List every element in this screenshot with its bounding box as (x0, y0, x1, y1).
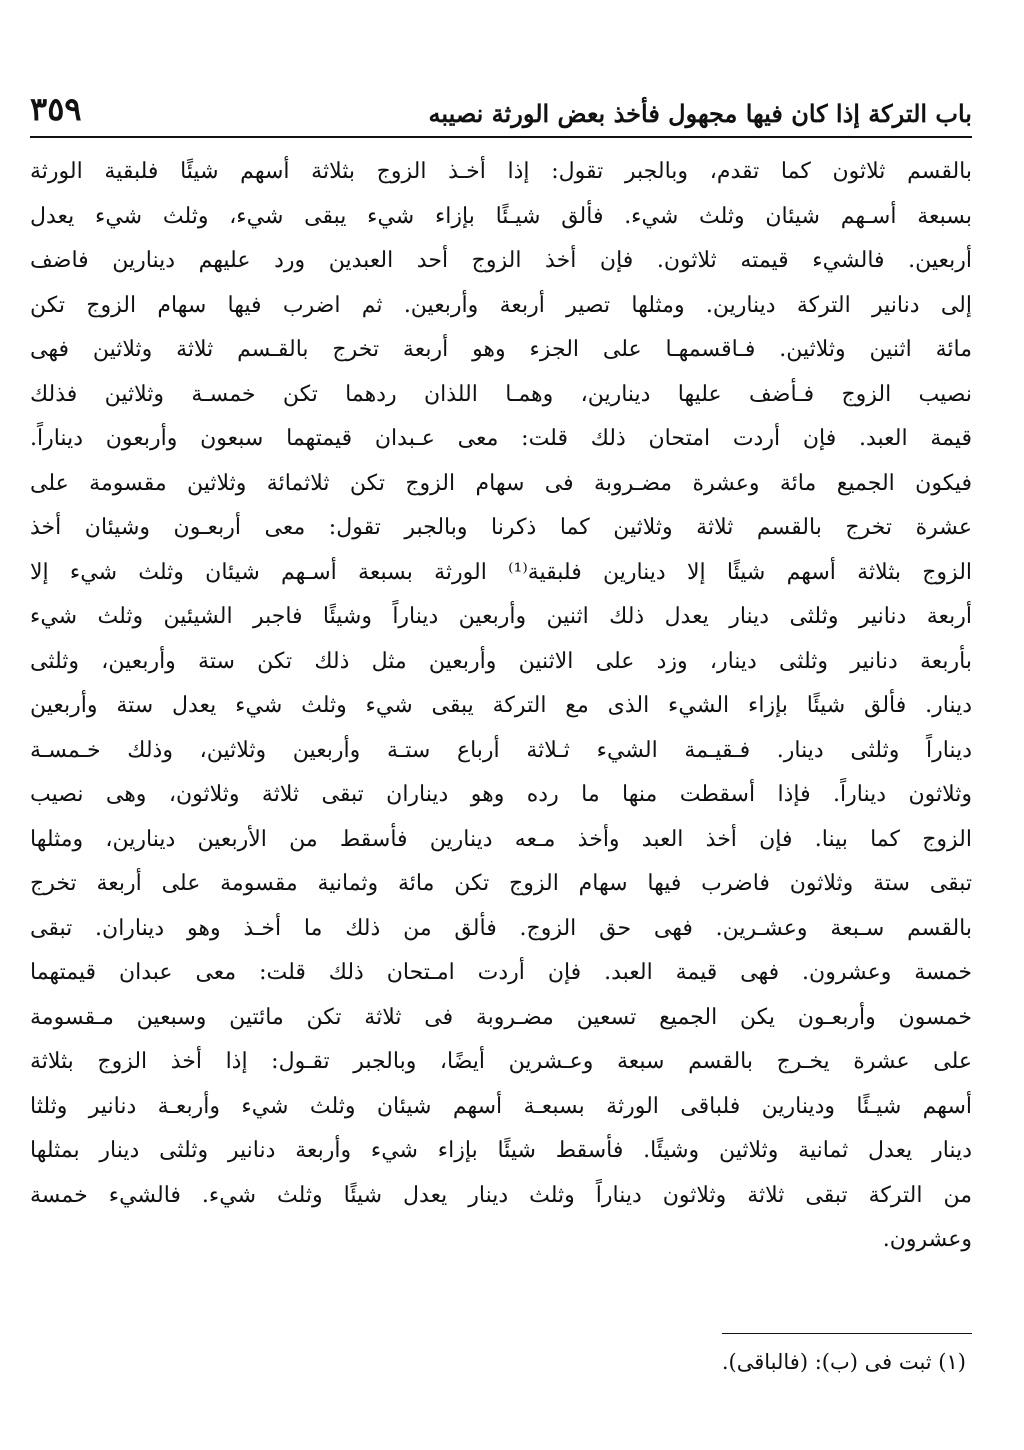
text-line: من التركة تبقى ثلاثة وثلاثون ديناراً وثلث دينار يعدل شيئًا وثلث شيء. فالشيء خمسة (30, 1182, 972, 1208)
text-line: إلى دنانير التركة دينارين. ومثلها تصير أربعة وأربعين. ثم اضرب فيها سهام الزوج تكن (30, 292, 972, 318)
text-line: أربعين. فالشيء قيمته ثلاثون. فإن أخذ الزوج أحد العبدين ورد عليهم دينارين فاضف (30, 248, 972, 273)
text-line: فيكون الجميع مائة وعشرة مضـروبة فى سهام الزوج تكن ثلاثمائة وثلاثين مقسومة على (30, 470, 972, 496)
text-line: خمسون وأربعـون يكن الجميع تسعين مضـروبة فى ثلاثة تكن مائتين وسبعين مـقسومة (30, 1004, 972, 1030)
text-line: أربعة دنانير وثلثى دينار يعدل ذلك اثنين وأربعين ديناراً وشيئًا فاجبر الشيئين وثلث شيء (30, 604, 972, 629)
text-line: دينار يعدل ثمانية وثلاثين وشيئًا. فأسقط شيئًا بإزاء شيء وأربعة دنانير وثلثى دينار بمثلها (30, 1138, 972, 1163)
footnote-divider (722, 1333, 972, 1334)
page-number: ٣٥٩ (30, 90, 82, 128)
text-line: عشرة تخرج بالقسم ثلاثة وثلاثين كما ذكرنا وبالجبر تقول: معى أربعـون وشيئان أخذ (30, 515, 972, 540)
text-line: الزوج بثلاثة أسهم شيئًا إلا دينارين فلبقية⁽¹⁾ الورثة بسبعة أسـهم شيئان وثلث شيء إلا (30, 559, 972, 585)
text-line: بأربعة دنانير وثلثى دينار، وزد على الاثنين وأربعين مثل ذلك تكن ستة وأربعين، وثلثى (30, 648, 972, 674)
text-line: وثلاثون ديناراً. فإذا أسقطت منها ما رده وهو ديناران تبقى ثلاثة وثلاثون، وهى نصيب (30, 782, 972, 807)
main-text (30, 150, 972, 1263)
text-line: قيمة العبد. فإن أردت امتحان ذلك قلت: معى عـبدان قيمتهما سبعون وأربعون ديناراً. (30, 426, 972, 451)
text-line: دينار. فألق شيئًا بإزاء الشيء الذى مع التركة يبقى شيء وثلث شيء يعدل ستة وأربعين (30, 693, 972, 718)
running-title: باب التركة إذا كان فيها مجهول فأخذ بعض الورثة نصيبه (428, 99, 972, 128)
page-header (30, 82, 972, 138)
text-line: بسبعة أسـهم شيئان وثلث شيء. فألق شيـئًا بإزاء شيء يبقى شيء، وثلث شيء يعدل (30, 203, 972, 229)
text-line: نصيب الزوج فـأضف عليها دينارين، وهمـا اللذان ردهما تكن خمسـة وثلاثين فذلك (30, 381, 972, 407)
text-line: مائة اثنين وثلاثين. فـاقسمهـا على الجزء وهو أربعة تخرج بالقـسم ثلاثة وثلاثين فهى (30, 337, 972, 362)
text-line: خمسة وعشرون. فهى قيمة العبد. فإن أردت امـتحان ذلك قلت: معى عبدان قيمتهما (30, 960, 972, 985)
text-line: ديناراً وثلثى دينار. فـقيـمة الشيء ثـلاثة أرباع ستـة وأربعين وثلاثين، وذلك خـمسـة (30, 737, 972, 763)
text-line: على عشرة يخـرج بالقسم سبعة وعـشرين أيضًا، وبالجبر تقـول: إذا أخذ الزوج بثلاثة (30, 1049, 972, 1074)
text-line: بالقسم سـبعة وعشـرين. فهى حق الزوج. فألق من ذلك ما أخـذ وهو ديناران. تبقى (30, 915, 972, 941)
text-line: أسهم شيـئًا ودينارين فلباقى الورثة بسبعـة أسهم شيئان وثلث شيء وأربعـة دنانير وثلثا (30, 1093, 972, 1119)
text-line: وعشرون. (882, 1227, 972, 1252)
text-line: بالقسم ثلاثون كما تقدم، وبالجبر تقول: إذا أخـذ الزوج بثلاثة أسهم شيئًا فلبقية الورثة (30, 159, 972, 184)
text-line: تبقى ستة وثلاثون فاضرب فيها سهام الزوج تكن مائة وثمانية مقسومة على أربعة تخرج (30, 871, 972, 896)
footnote: (١) ثبت فى (ب): (فالباقى). (721, 1350, 966, 1374)
text-line: الزوج كما بينا. فإن أخذ العبد وأخذ مـعه دينارين فأسقط من الأربعين دينارين، ومثلها (30, 826, 972, 852)
